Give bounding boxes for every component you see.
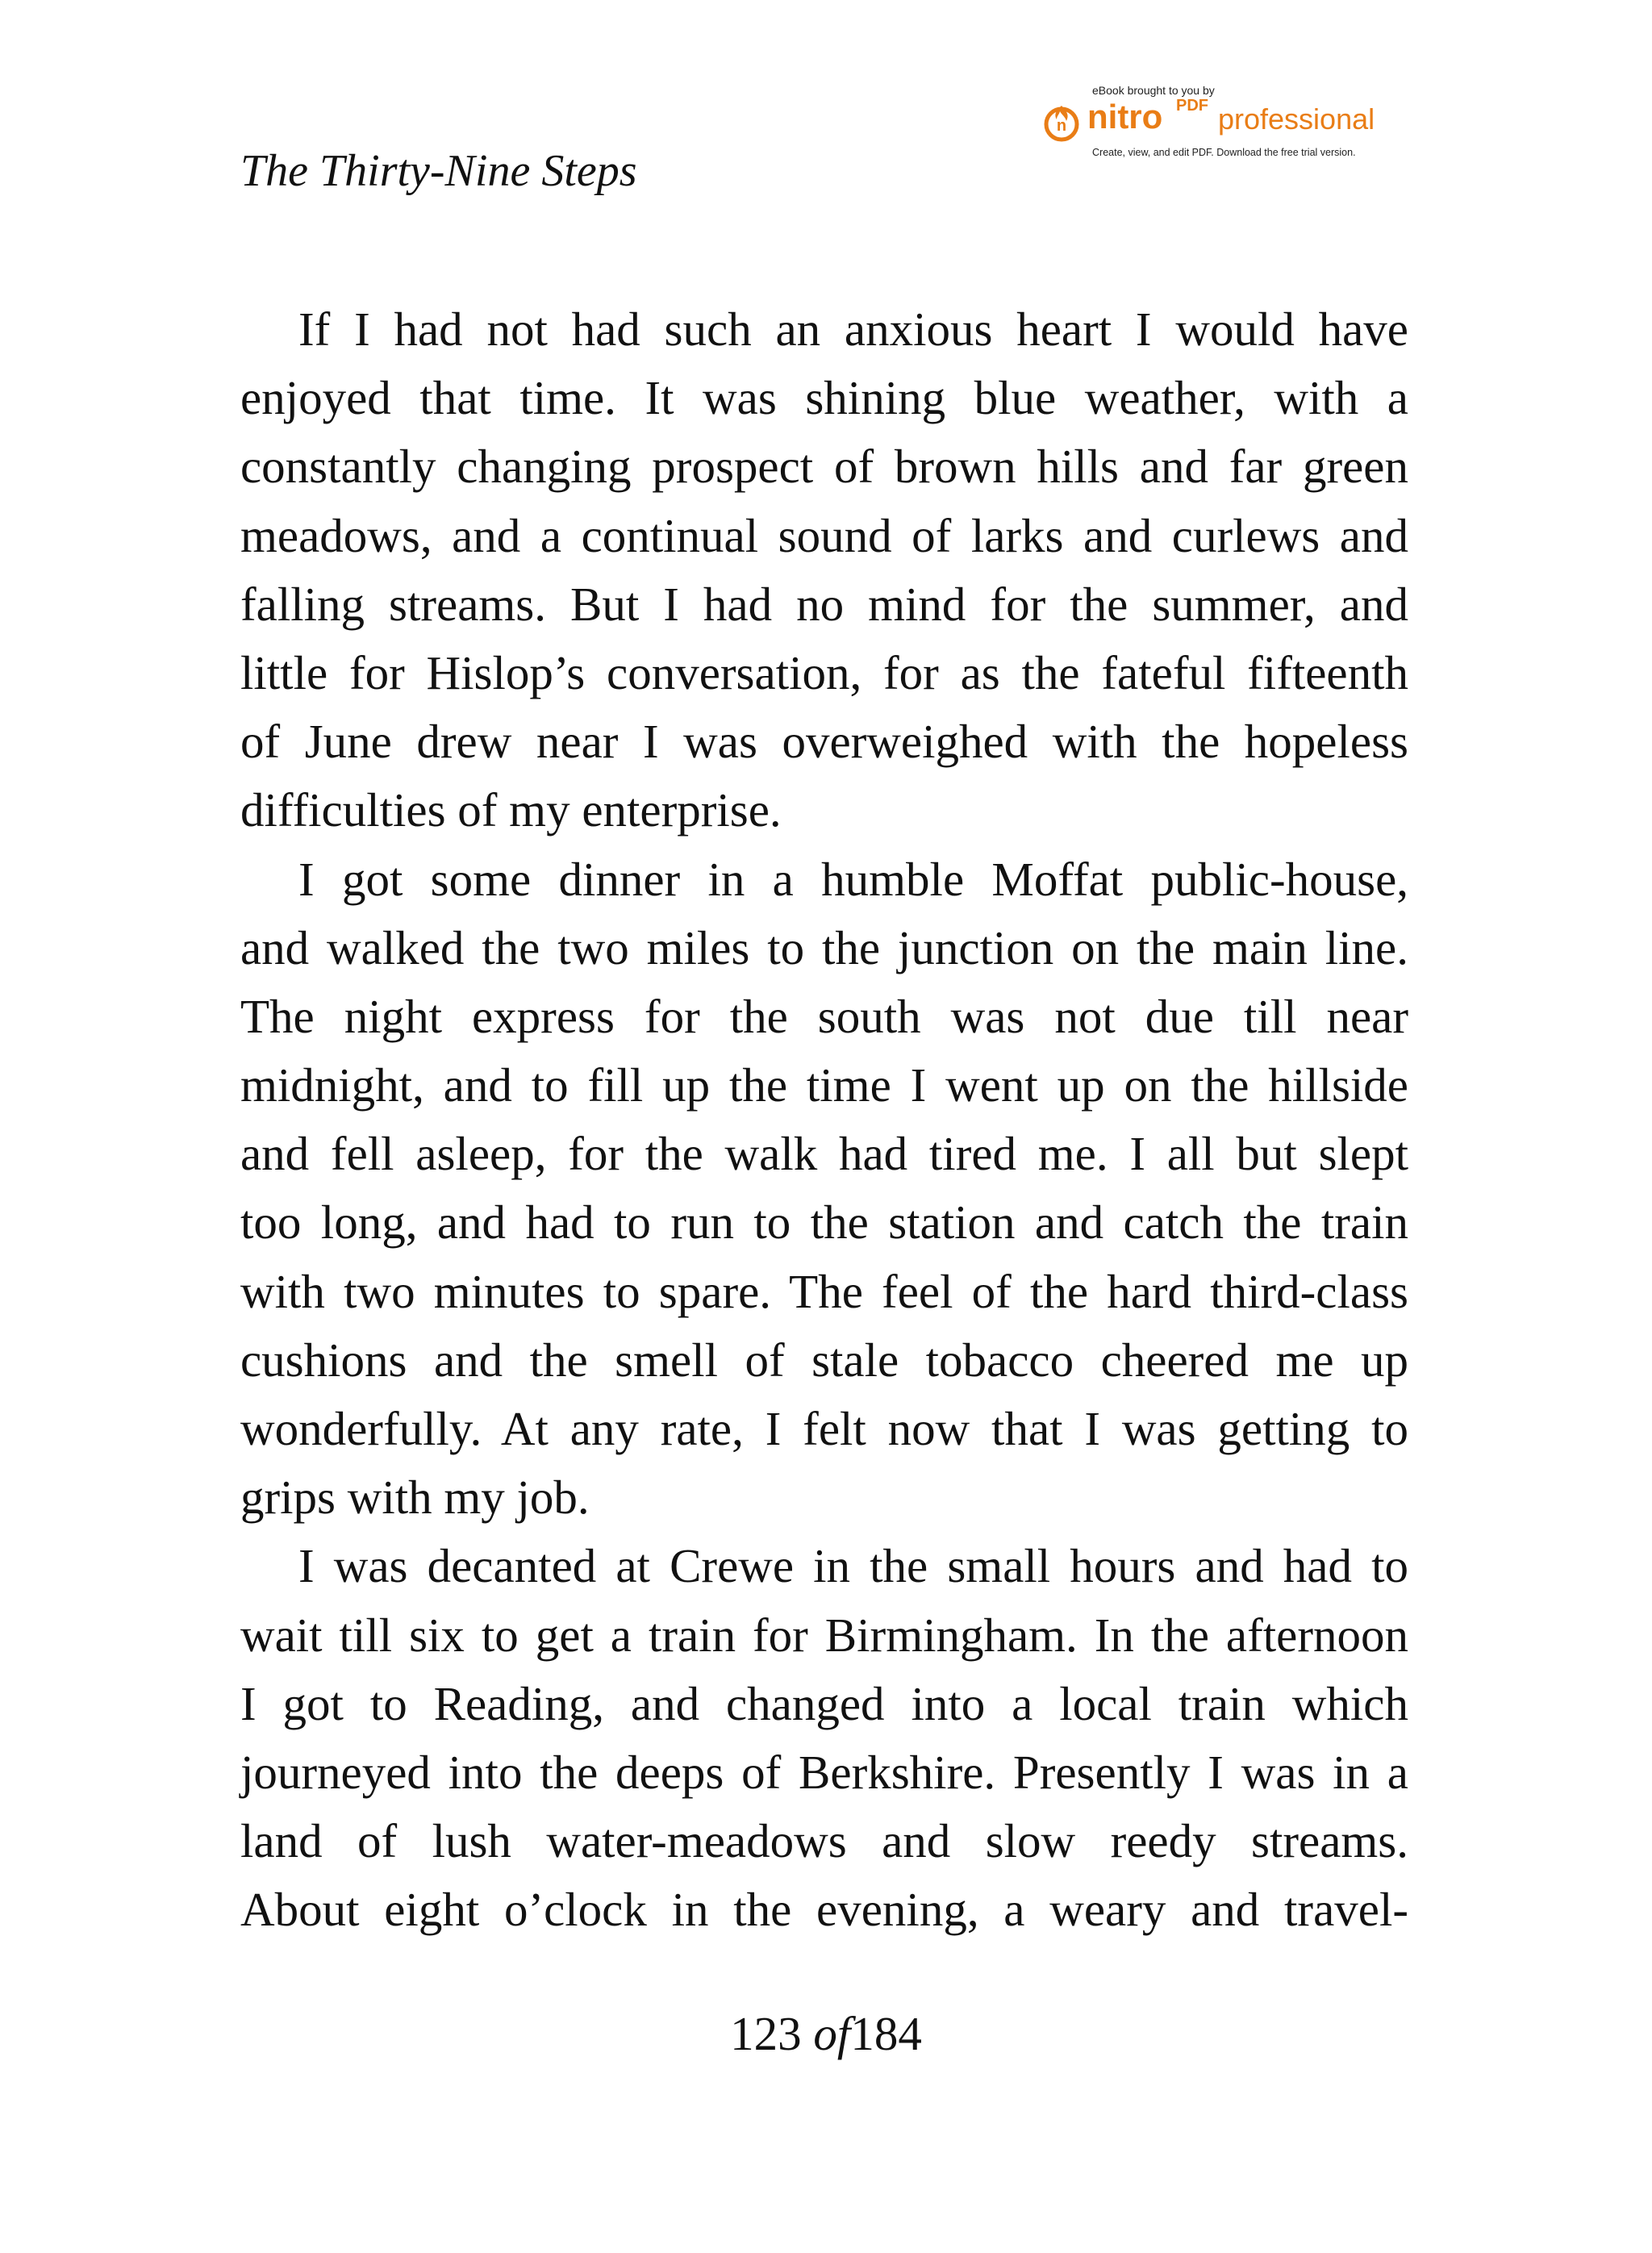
text-line: wait till six to get a train for Birmingham. In the afternoon <box>240 1608 1408 1662</box>
badge-tagline: Create, view, and edit PDF. Download the free trial version. <box>1092 147 1356 158</box>
text-line: falling streams. But I had no mind for the summer, and <box>240 577 1408 631</box>
text-line: land of lush water-meadows and slow reedy streams. <box>240 1814 1408 1868</box>
text-line: If I had not had such an anxious heart I would have <box>298 302 1408 356</box>
text-line: About eight o’clock in the evening, a weary and travel- <box>240 1883 1408 1937</box>
text-line: little for Hislop’s conversation, for as the fateful fifteenth <box>240 645 1408 699</box>
paragraph-3 <box>240 1532 1408 1944</box>
page-current: 123 <box>730 2007 802 2060</box>
badge-brand-superscript: PDF <box>1176 97 1208 115</box>
nitro-pdf-badge[interactable] <box>1042 84 1413 165</box>
text-line: journeyed into the deeps of Berkshire. Presently I was in a <box>240 1745 1408 1799</box>
page-number <box>0 2007 1652 2060</box>
badge-product: professional <box>1218 102 1375 136</box>
text-line: wonderfully. At any rate, I felt now that I was getting to <box>240 1402 1408 1455</box>
text-line: The night express for the south was not due till near <box>240 989 1408 1043</box>
text-line: and fell asleep, for the walk had tired me. I all but slept <box>240 1127 1408 1181</box>
text-line: I got some dinner in a humble Moffat public-house, <box>298 852 1408 906</box>
page-of-label: of <box>813 2007 851 2060</box>
paragraph-2 <box>240 845 1408 1533</box>
text-line: I got to Reading, and changed into a local train which <box>240 1676 1408 1730</box>
text-line: of June drew near I was overweighed with the hopeless <box>240 715 1408 769</box>
text-line: I was decanted at Crewe in the small hours and had to <box>298 1539 1408 1593</box>
text-line: and walked the two miles to the junction on the main line. <box>240 920 1408 974</box>
text-line: enjoyed that time. It was shining blue weather, with a <box>240 371 1408 425</box>
body-text <box>240 295 1408 1945</box>
nitro-flame-icon <box>1042 103 1081 142</box>
text-line: constantly changing prospect of brown hills and far green <box>240 440 1408 494</box>
text-line: meadows, and a continual sound of larks and curlews and <box>240 508 1408 562</box>
paragraph-1 <box>240 295 1408 845</box>
badge-brand: nitro <box>1087 98 1163 136</box>
text-line: with two minutes to spare. The feel of the hard third-class <box>240 1264 1408 1318</box>
text-line: too long, and had to run to the station and catch the train <box>240 1195 1408 1250</box>
badge-top-text: eBook brought to you by <box>1092 84 1215 97</box>
text-line: grips with my job. <box>240 1471 590 1525</box>
page-total: 184 <box>850 2007 922 2060</box>
text-line: difficulties of my enterprise. <box>240 783 782 837</box>
svg-text:n: n <box>1056 117 1067 135</box>
text-line: cushions and the smell of stale tobacco cheered me up <box>240 1333 1408 1387</box>
text-line: midnight, and to fill up the time I went up on the hillside <box>240 1058 1408 1112</box>
running-title: The Thirty-Nine Steps <box>240 146 637 196</box>
